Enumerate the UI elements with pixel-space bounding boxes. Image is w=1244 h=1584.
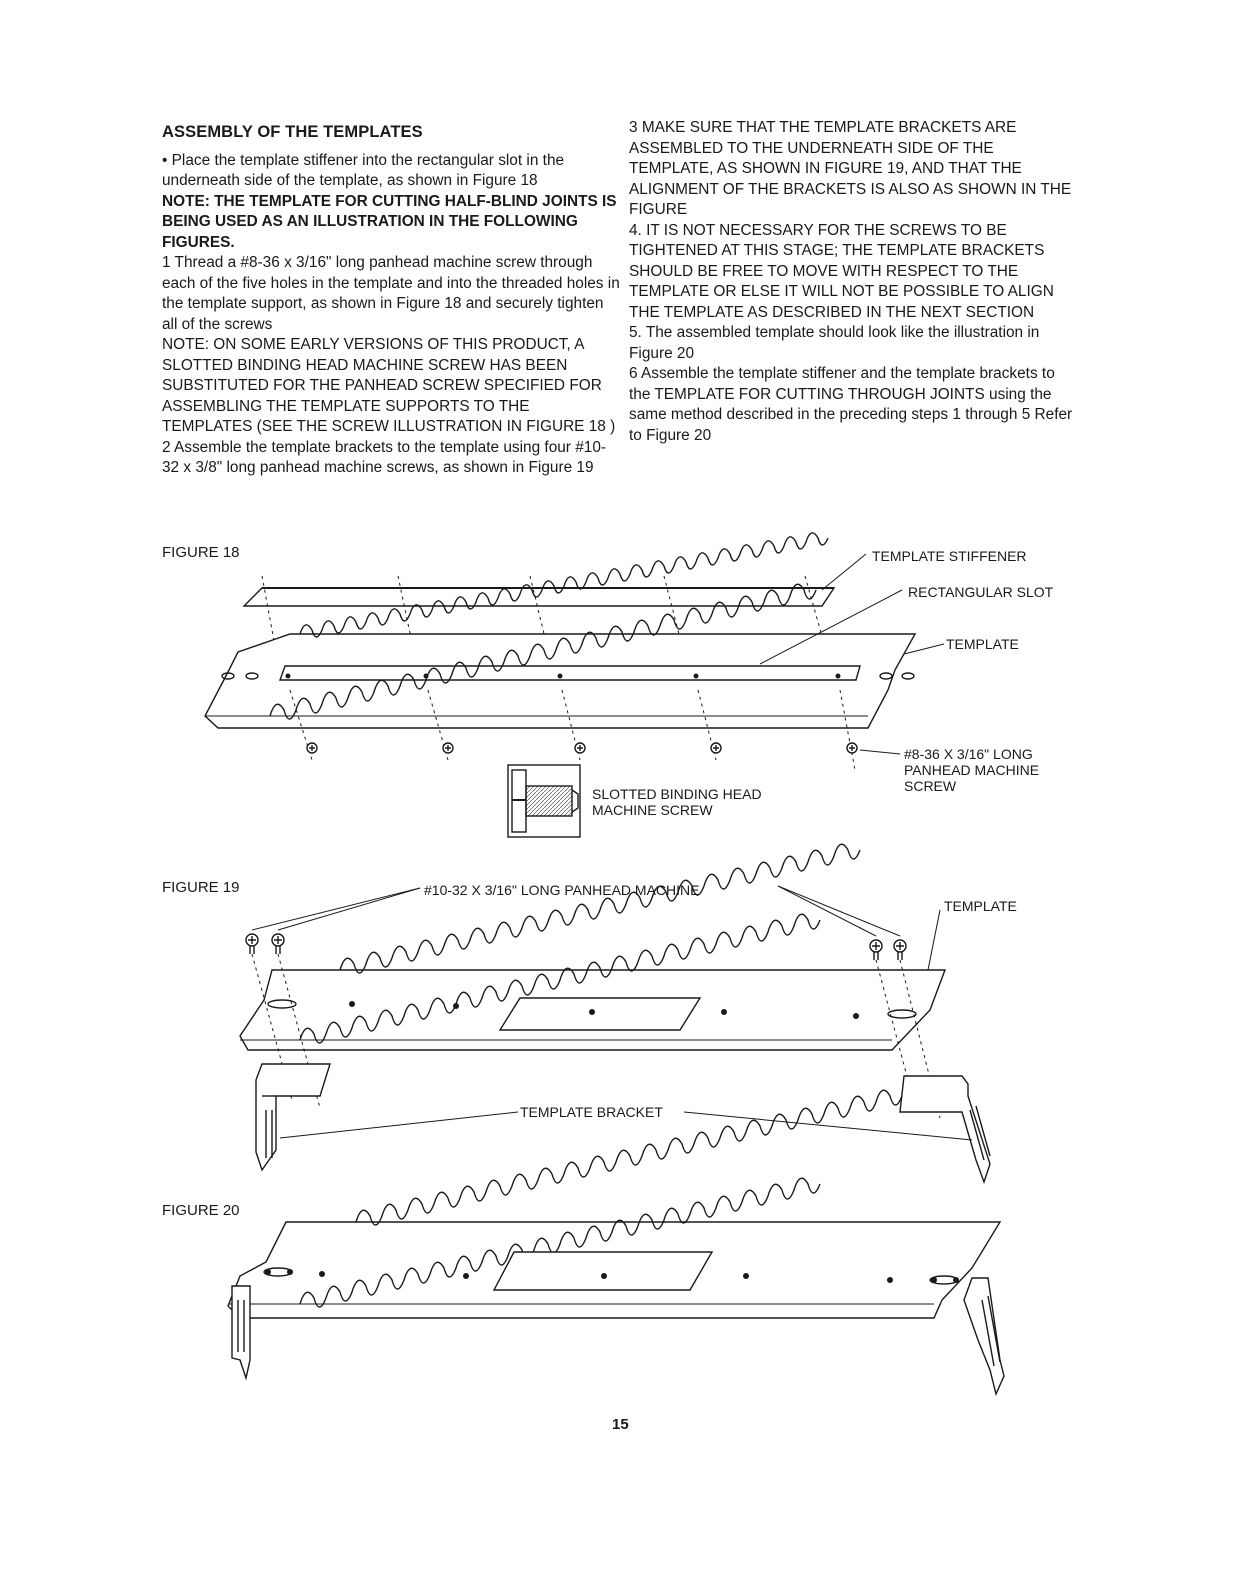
- template-plate: [205, 634, 915, 728]
- paragraph: 1 Thread a #8-36 x 3/16" long panhead machine screw through each of the five holes in the template and into the threaded holes in the template support, as shown in Figure 18 and securely tighten all of the screws: [162, 254, 620, 333]
- callout-rectangular-slot: RECTANGULAR SLOT: [908, 584, 1054, 600]
- rectangular-slot: [280, 666, 860, 680]
- callout-slotted-screw: SLOTTED BINDING HEAD MACHINE SCREW: [592, 786, 762, 818]
- callout-panhead-screw: #8-36 X 3/16" LONG PANHEAD MACHINE SCREW: [904, 746, 1040, 794]
- callout-screw: #10-32 X 3/16" LONG PANHEAD MACHINE: [424, 882, 700, 898]
- figure-19-label: FIGURE 19: [162, 879, 240, 896]
- callout-template: TEMPLATE: [944, 898, 1017, 914]
- figure-20-drawing: [228, 1090, 1004, 1394]
- left-template-bracket: [256, 1064, 330, 1170]
- figure-20-label: FIGURE 20: [162, 1202, 240, 1219]
- template-stiffener: [244, 588, 834, 606]
- page-number: 15: [612, 1416, 629, 1433]
- paragraph: 5. The assembled template should look like the illustration in Figure 20: [629, 324, 1040, 362]
- panhead-screws: [307, 743, 857, 753]
- paragraph: 3 MAKE SURE THAT THE TEMPLATE BRACKETS ARE ASSEMBLED TO THE UNDERNEATH SIDE OF THE TEMPLATE, AS SHOWN IN FIGURE 19, AND THAT THE ALIGNMENT OF THE BRACKETS IS ALSO AS SHOWN IN THE FIGURE: [629, 119, 1072, 218]
- right-template-bracket: [900, 1076, 990, 1182]
- paragraph: • Place the template stiffener into the rectangular slot in the underneath side of the template, as shown in Figure 18: [162, 151, 565, 189]
- figure-19-drawing: [240, 844, 990, 1182]
- note-paragraph: NOTE: THE TEMPLATE FOR CUTTING HALF-BLIND JOINTS IS BEING USED AS AN ILLUSTRATION IN THE FOLLOWING FIGURES.: [162, 192, 617, 251]
- slotted-screw-inset: [508, 765, 580, 837]
- callout-template-stiffener: TEMPLATE STIFFENER: [872, 548, 1027, 564]
- section-heading: ASSEMBLY OF THE TEMPLATES: [162, 123, 423, 141]
- callout-template: TEMPLATE: [946, 636, 1019, 652]
- paragraph: 4. IT IS NOT NECESSARY FOR THE SCREWS TO BE TIGHTENED AT THIS STAGE; THE TEMPLATE BRACKETS SHOULD BE FREE TO MOVE WITH RESPECT TO THE TEMPLATE OR ELSE IT WILL NOT BE POSSIBLE TO ALIGN THE TEMPLATE AS DESCRIBED IN THE NEXT SECTION: [629, 221, 1054, 321]
- callout-template-bracket: TEMPLATE BRACKET: [520, 1104, 663, 1120]
- paragraph: 6 Assemble the template stiffener and the template brackets to the TEMPLATE FOR CUTTING THROUGH JOINTS using the same method described in the preceding steps 1 through 5 Refer to Figure 20: [629, 365, 1073, 444]
- paragraph: 2 Assemble the template brackets to the template using four #10-32 x 3/8" long panhead machine screws, as shown in Figure 19: [162, 438, 607, 476]
- figure-18-label: FIGURE 18: [162, 544, 240, 561]
- figure-18-drawing: [205, 533, 944, 837]
- note-paragraph: NOTE: ON SOME EARLY VERSIONS OF THIS PRODUCT, A SLOTTED BINDING HEAD MACHINE SCREW HAS BEEN SUBSTITUTED FOR THE PANHEAD SCREW SPECIFIED FOR ASSEMBLING THE TEMPLATE SUPPORTS TO THE TEMPLATES (SEE THE SCREW ILLUSTRATION IN FIGURE 18 ): [162, 336, 616, 435]
